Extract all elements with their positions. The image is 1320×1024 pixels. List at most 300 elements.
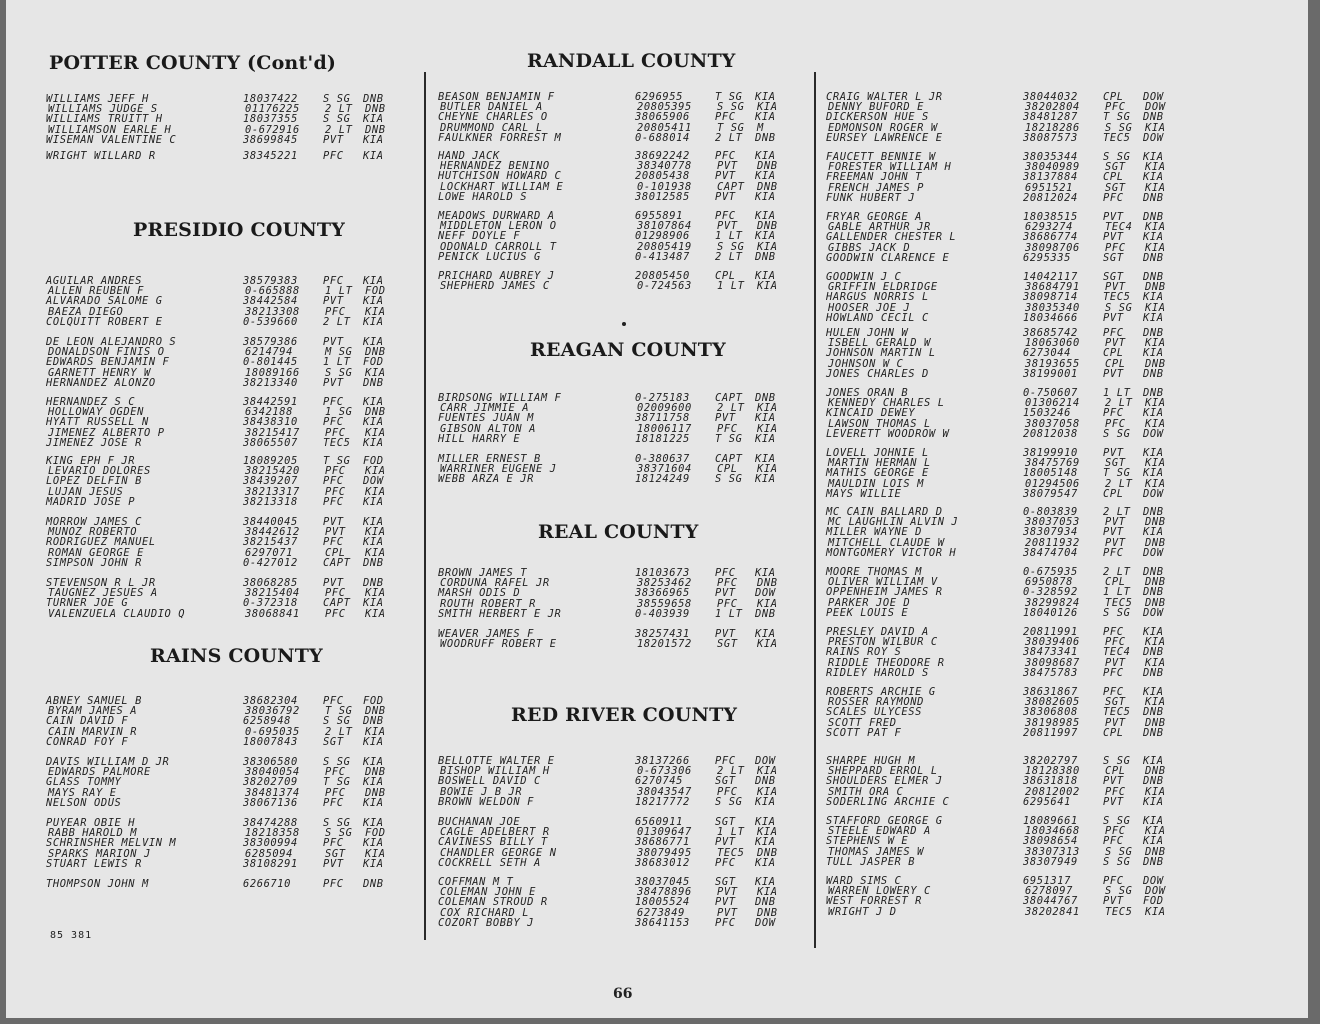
casualty-grade: PVT bbox=[1105, 716, 1126, 729]
casualty-name: COZORT BOBBY J bbox=[438, 916, 534, 929]
casualty-status: DNB bbox=[365, 705, 386, 718]
casualty-name: FAULKNER FORREST M bbox=[438, 131, 562, 144]
casualty-name: EDMONSON ROGER W bbox=[828, 121, 938, 134]
casualty-status: DNB bbox=[1143, 566, 1164, 578]
casualty-status: KIA bbox=[757, 422, 778, 435]
casualty-status: KIA bbox=[363, 133, 384, 146]
casualty-grade: S SG bbox=[323, 715, 351, 728]
casualty-name: STUART LEWIS R bbox=[46, 857, 142, 870]
casualty-serial: 38215417 bbox=[245, 426, 300, 439]
casualty-serial: 38473341 bbox=[1023, 646, 1078, 659]
casualty-name: MEADOWS DURWARD A bbox=[438, 210, 555, 222]
casualty-serial: 20811997 bbox=[1023, 726, 1078, 739]
casualty-status: KIA bbox=[755, 628, 776, 640]
casualty-serial: 18201572 bbox=[637, 638, 692, 651]
casualty-grade: CPL bbox=[1103, 487, 1124, 500]
casualty-name: FRENCH JAMES P bbox=[828, 181, 924, 194]
casualty-serial: 38711758 bbox=[635, 412, 690, 425]
casualty-status: DNB bbox=[363, 376, 384, 389]
casualty-status: DOW bbox=[1143, 546, 1164, 559]
casualty-grade: S SG bbox=[1103, 755, 1131, 767]
entry-group bbox=[826, 448, 1196, 499]
casualty-serial: 0-688014 bbox=[635, 131, 690, 144]
casualty-status: DNB bbox=[757, 160, 778, 173]
casualty-grade: PFC bbox=[1103, 407, 1124, 420]
casualty-name: JOHNSON MARTIN L bbox=[826, 347, 936, 360]
casualty-status: KIA bbox=[757, 280, 778, 293]
section-heading-randall: RANDALL COUNTY bbox=[527, 50, 736, 72]
casualty-status: KIA bbox=[365, 607, 386, 620]
casualty-name: JONES CHARLES D bbox=[826, 367, 929, 380]
casualty-grade: PVT bbox=[1103, 795, 1124, 808]
casualty-grade: PVT bbox=[717, 220, 738, 233]
casualty-status: KIA bbox=[757, 597, 778, 610]
casualty-serial: 01176225 bbox=[245, 103, 300, 116]
casualty-serial: 18217772 bbox=[635, 795, 690, 808]
casualty-name: PRESTON WILBUR C bbox=[828, 636, 938, 649]
casualty-status: KIA bbox=[755, 190, 776, 203]
casualty-status: KIA bbox=[755, 856, 776, 869]
casualty-serial: 38193655 bbox=[1025, 357, 1080, 370]
casualty-name: SPARKS MARION J bbox=[48, 847, 151, 860]
casualty-serial: 6214794 bbox=[245, 346, 293, 359]
casualty-status: KIA bbox=[755, 836, 776, 849]
casualty-serial: 18006117 bbox=[637, 422, 692, 435]
casualty-grade: T SG bbox=[715, 91, 743, 103]
casualty-serial: 20811932 bbox=[1025, 536, 1080, 549]
casualty-name: WILLIAMS JEFF H bbox=[46, 93, 149, 105]
casualty-serial: 6295641 bbox=[1023, 795, 1071, 808]
casualty-status: KIA bbox=[1145, 301, 1166, 314]
casualty-status: KIA bbox=[365, 847, 386, 860]
casualty-status: KIA bbox=[365, 366, 386, 379]
casualty-row bbox=[438, 858, 810, 868]
casualty-status: DNB bbox=[1145, 576, 1166, 589]
casualty-serial: 38213340 bbox=[243, 376, 298, 389]
casualty-grade: S SG bbox=[1103, 855, 1131, 868]
casualty-status: DOW bbox=[755, 587, 776, 600]
entry-group bbox=[438, 393, 810, 444]
casualty-grade: 2 LT bbox=[325, 725, 353, 738]
casualty-grade: PFC bbox=[1103, 191, 1124, 204]
casualty-name: BISHOP WILLIAM H bbox=[440, 765, 550, 778]
casualty-serial: 38559658 bbox=[637, 597, 692, 610]
casualty-grade: PVT bbox=[1103, 231, 1124, 244]
casualty-serial: 38306808 bbox=[1023, 706, 1078, 719]
casualty-serial: 38299824 bbox=[1025, 596, 1080, 609]
casualty-serial: 38215437 bbox=[243, 536, 298, 549]
casualty-status: KIA bbox=[363, 336, 384, 348]
casualty-serial: 01306214 bbox=[1025, 397, 1080, 410]
casualty-name: CORDUNA RAFEL JR bbox=[440, 577, 550, 590]
casualty-serial: 18034668 bbox=[1025, 825, 1080, 838]
casualty-name: BROWN WELDON F bbox=[438, 795, 534, 808]
casualty-grade: PFC bbox=[325, 305, 346, 318]
casualty-grade: SGT bbox=[715, 876, 736, 888]
section-heading-potter: POTTER COUNTY (Cont'd) bbox=[49, 52, 337, 74]
casualty-name: GARNETT HENRY W bbox=[48, 366, 151, 379]
casualty-grade: PVT bbox=[1103, 526, 1124, 539]
casualty-row bbox=[826, 857, 1196, 867]
casualty-name: ROSSER RAYMOND bbox=[828, 696, 924, 709]
casualty-name: KING EPH F JR bbox=[46, 455, 136, 467]
casualty-serial: 6285094 bbox=[245, 847, 293, 860]
casualty-row bbox=[46, 737, 416, 747]
casualty-serial: 38067136 bbox=[243, 796, 298, 809]
column-divider-1 bbox=[424, 72, 426, 940]
entry-group bbox=[826, 876, 1196, 917]
casualty-name: MONTGOMERY VICTOR H bbox=[826, 546, 957, 559]
casualty-serial: 38037053 bbox=[1025, 516, 1080, 529]
casualty-grade: PVT bbox=[1105, 337, 1126, 350]
casualty-grade: PFC bbox=[325, 766, 346, 779]
casualty-serial: 0-403939 bbox=[635, 607, 690, 620]
casualty-serial: 38098706 bbox=[1025, 241, 1080, 254]
casualty-name: COFFMAN M T bbox=[438, 876, 514, 888]
entry-group bbox=[826, 567, 1196, 618]
casualty-status: DNB bbox=[1143, 271, 1164, 283]
casualty-serial: 38475769 bbox=[1025, 457, 1080, 470]
casualty-name: GLASS TOMMY bbox=[46, 776, 122, 789]
casualty-status: KIA bbox=[757, 886, 778, 899]
casualty-grade: S SG bbox=[715, 473, 743, 486]
casualty-name: LOWE HAROLD S bbox=[438, 190, 528, 203]
casualty-grade: 2 LT bbox=[717, 402, 745, 415]
entry-group bbox=[826, 627, 1196, 678]
casualty-serial: 38215404 bbox=[245, 587, 300, 600]
casualty-name: HAND JACK bbox=[438, 150, 500, 162]
casualty-status: KIA bbox=[755, 567, 776, 579]
casualty-serial: 38438310 bbox=[243, 416, 298, 429]
casualty-serial: 38371604 bbox=[637, 463, 692, 476]
casualty-status: DNB bbox=[1145, 281, 1166, 294]
casualty-status: KIA bbox=[365, 546, 386, 559]
casualty-serial: 6951521 bbox=[1025, 181, 1073, 194]
casualty-name: MUNOZ ROBERTO bbox=[48, 526, 138, 539]
casualty-name: CAVINESS BILLY T bbox=[438, 836, 548, 849]
casualty-grade: PVT bbox=[323, 857, 344, 870]
casualty-status: DNB bbox=[365, 123, 386, 136]
casualty-name: GOODWIN J C bbox=[826, 271, 902, 283]
entry-group bbox=[438, 271, 810, 291]
casualty-name: NELSON ODUS bbox=[46, 796, 122, 809]
casualty-grade: S SG bbox=[323, 93, 351, 105]
casualty-status: KIA bbox=[757, 240, 778, 253]
casualty-name: TURNER JOE G bbox=[46, 597, 129, 610]
casualty-serial: 20812024 bbox=[1023, 191, 1078, 204]
casualty-grade: CAPT bbox=[323, 556, 351, 569]
casualty-grade: 1 LT bbox=[323, 356, 351, 369]
casualty-serial: 38098687 bbox=[1025, 656, 1080, 669]
section-heading-presidio: PRESIDIO COUNTY bbox=[133, 219, 346, 241]
casualty-serial: 38699845 bbox=[243, 133, 298, 146]
casualty-name: FUNK HUBERT J bbox=[826, 191, 916, 204]
casualty-grade: CPL bbox=[1105, 765, 1126, 778]
casualty-status: KIA bbox=[363, 536, 384, 549]
casualty-status: KIA bbox=[755, 111, 776, 124]
casualty-row bbox=[46, 609, 416, 619]
casualty-serial: 38442584 bbox=[243, 295, 298, 308]
entry-group bbox=[46, 696, 416, 747]
casualty-serial: 01298906 bbox=[635, 230, 690, 243]
casualty-grade: PVT bbox=[323, 516, 344, 528]
casualty-status: KIA bbox=[363, 857, 384, 870]
casualty-serial: 38306580 bbox=[243, 756, 298, 768]
casualty-grade: S SG bbox=[1105, 885, 1133, 898]
casualty-serial: 38037058 bbox=[1025, 417, 1080, 430]
casualty-name: CHANDLER GEORGE N bbox=[440, 846, 557, 859]
casualty-status: DNB bbox=[363, 878, 384, 890]
casualty-serial: 0-372318 bbox=[243, 597, 298, 610]
casualty-row bbox=[826, 133, 1196, 143]
casualty-serial: 38481374 bbox=[245, 786, 300, 799]
casualty-name: PEEK LOUIS E bbox=[826, 606, 909, 619]
casualty-name: STEELE EDWARD A bbox=[828, 825, 931, 838]
casualty-status: KIA bbox=[757, 638, 778, 651]
casualty-grade: PFC bbox=[717, 597, 738, 610]
casualty-grade: PFC bbox=[323, 796, 344, 809]
casualty-serial: 0-328592 bbox=[1023, 586, 1078, 599]
casualty-row bbox=[826, 489, 1196, 499]
casualty-grade: PFC bbox=[1103, 546, 1124, 559]
casualty-row bbox=[438, 133, 810, 143]
entry-group bbox=[826, 388, 1196, 439]
entry-group bbox=[438, 629, 810, 649]
casualty-grade: T SG bbox=[323, 776, 351, 789]
casualty-row bbox=[46, 859, 416, 869]
casualty-status: DNB bbox=[757, 846, 778, 859]
casualty-grade: M SG bbox=[325, 346, 353, 359]
casualty-status: DNB bbox=[757, 220, 778, 233]
casualty-name: WILLIAMS JUDGE S bbox=[48, 103, 158, 116]
casualty-name: JIMENEZ JOSE R bbox=[46, 436, 142, 449]
casualty-status: KIA bbox=[1143, 311, 1164, 324]
casualty-name: SCOTT PAT F bbox=[826, 726, 902, 739]
casualty-grade: TEC4 bbox=[1105, 221, 1133, 234]
casualty-serial: 38683012 bbox=[635, 856, 690, 869]
section-heading-reagan: REAGAN COUNTY bbox=[530, 339, 726, 361]
casualty-status: KIA bbox=[363, 516, 384, 528]
casualty-status: KIA bbox=[755, 270, 776, 282]
casualty-serial: 6270745 bbox=[635, 775, 683, 788]
entry-group bbox=[826, 816, 1196, 867]
casualty-grade: PFC bbox=[1103, 626, 1124, 638]
casualty-status: KIA bbox=[757, 402, 778, 415]
casualty-serial: 20805438 bbox=[635, 170, 690, 183]
casualty-name: BROWN JAMES T bbox=[438, 567, 528, 579]
casualty-status: DNB bbox=[1143, 367, 1164, 380]
casualty-serial: 18181225 bbox=[635, 432, 690, 445]
casualty-grade: PFC bbox=[1105, 825, 1126, 838]
casualty-serial: 38199001 bbox=[1023, 367, 1078, 380]
casualty-status: DOW bbox=[1143, 875, 1164, 887]
casualty-serial: 01309647 bbox=[637, 826, 692, 839]
casualty-name: HOWLAND CECIL C bbox=[826, 311, 929, 324]
casualty-serial: 38440045 bbox=[243, 516, 298, 528]
casualty-name: EURSEY LAWRENCE E bbox=[826, 131, 943, 144]
casualty-grade: 1 LT bbox=[717, 280, 745, 293]
casualty-status: DNB bbox=[755, 896, 776, 909]
casualty-serial: 18103673 bbox=[635, 567, 690, 579]
casualty-name: DAVIS WILLIAM D JR bbox=[46, 756, 170, 768]
casualty-name: HARGUS NORRIS L bbox=[826, 291, 929, 304]
casualty-name: BAEZA DIEGO bbox=[48, 305, 124, 318]
casualty-status: KIA bbox=[365, 305, 386, 318]
casualty-serial: 38040054 bbox=[245, 766, 300, 779]
casualty-name: SODERLING ARCHIE C bbox=[826, 795, 950, 808]
entry-group bbox=[46, 94, 416, 145]
casualty-serial: 38035344 bbox=[1023, 151, 1078, 163]
casualty-status: DOW bbox=[1143, 131, 1164, 144]
casualty-status: KIA bbox=[363, 295, 384, 308]
casualty-serial: 0-750607 bbox=[1023, 387, 1078, 399]
casualty-grade: PVT bbox=[715, 836, 736, 849]
casualty-status: KIA bbox=[755, 150, 776, 162]
casualty-grade: CPL bbox=[1103, 171, 1124, 184]
casualty-status: KIA bbox=[363, 113, 384, 126]
casualty-serial: 0-724563 bbox=[637, 280, 692, 293]
casualty-grade: SGT bbox=[1105, 181, 1126, 194]
casualty-name: DE LEON ALEJANDRO S bbox=[46, 336, 177, 348]
casualty-status: KIA bbox=[363, 416, 384, 429]
casualty-grade: T SG bbox=[325, 705, 353, 718]
casualty-grade: S SG bbox=[1103, 427, 1131, 440]
casualty-serial: 38345221 bbox=[243, 150, 298, 162]
casualty-name: STEVENSON R L JR bbox=[46, 577, 156, 589]
casualty-row bbox=[826, 548, 1196, 558]
casualty-name: PRICHARD AUBREY J bbox=[438, 270, 555, 282]
casualty-name: MARTIN HERMAN L bbox=[828, 457, 931, 470]
casualty-serial: 6273044 bbox=[1023, 347, 1071, 360]
casualty-grade: PFC bbox=[323, 837, 344, 850]
casualty-name: FORESTER WILLIAM H bbox=[828, 161, 952, 174]
casualty-serial: 6295335 bbox=[1023, 251, 1071, 264]
casualty-serial: 38198985 bbox=[1025, 716, 1080, 729]
casualty-status: KIA bbox=[1143, 795, 1164, 808]
casualty-serial: 38137884 bbox=[1023, 171, 1078, 184]
casualty-serial: 01294506 bbox=[1025, 477, 1080, 490]
casualty-status: KIA bbox=[1143, 231, 1164, 244]
casualty-grade: S SG bbox=[325, 366, 353, 379]
casualty-serial: 38202709 bbox=[243, 776, 298, 789]
casualty-serial: 38481287 bbox=[1023, 111, 1078, 124]
casualty-serial: 6560911 bbox=[635, 816, 683, 828]
casualty-status: KIA bbox=[363, 796, 384, 809]
casualty-name: GALLENDER CHESTER L bbox=[826, 231, 957, 244]
casualty-grade: PFC bbox=[715, 210, 736, 222]
casualty-status: FOD bbox=[363, 356, 384, 369]
casualty-status: DNB bbox=[1143, 726, 1164, 739]
casualty-serial: 38098654 bbox=[1023, 835, 1078, 848]
casualty-status: KIA bbox=[1145, 221, 1166, 234]
casualty-grade: CPL bbox=[1103, 91, 1124, 103]
casualty-status: KIA bbox=[1143, 171, 1164, 184]
casualty-name: TULL JASPER B bbox=[826, 855, 916, 868]
casualty-grade: 2 LT bbox=[325, 123, 353, 136]
casualty-grade: SGT bbox=[717, 638, 738, 651]
casualty-name: BOSWELL DAVID C bbox=[438, 775, 541, 788]
casualty-name: CAIN DAVID F bbox=[46, 715, 129, 728]
casualty-serial: 38065507 bbox=[243, 436, 298, 449]
casualty-status: DNB bbox=[363, 715, 384, 728]
casualty-serial: 20811991 bbox=[1023, 626, 1078, 638]
casualty-serial: 38202804 bbox=[1025, 101, 1080, 114]
casualty-serial: 1503246 bbox=[1023, 407, 1071, 420]
casualty-status: KIA bbox=[1145, 337, 1166, 350]
casualty-grade: 1 LT bbox=[717, 826, 745, 839]
casualty-name: AGUILAR ANDRES bbox=[46, 275, 142, 287]
casualty-serial: 38631867 bbox=[1023, 686, 1078, 698]
casualty-grade: PFC bbox=[325, 786, 346, 799]
casualty-serial: 38137266 bbox=[635, 755, 690, 767]
casualty-serial: 38213317 bbox=[245, 485, 300, 498]
casualty-grade: PFC bbox=[715, 856, 736, 869]
casualty-serial: 38035340 bbox=[1025, 301, 1080, 314]
casualty-serial: 6266710 bbox=[243, 878, 291, 890]
casualty-grade: S SG bbox=[1103, 606, 1131, 619]
casualty-name: JIMENEZ ALBERTO P bbox=[48, 426, 165, 439]
casualty-name: CAIN MARVIN R bbox=[48, 725, 138, 738]
casualty-name: SCHRINSHER MELVIN M bbox=[46, 837, 177, 850]
casualty-name: BUTLER DANIEL A bbox=[440, 101, 543, 114]
casualty-serial: 38068285 bbox=[243, 577, 298, 589]
entry-group bbox=[826, 687, 1196, 738]
casualty-name: COX RICHARD L bbox=[440, 906, 530, 919]
casualty-status: KIA bbox=[363, 275, 384, 287]
casualty-grade: TEC5 bbox=[1103, 291, 1131, 304]
casualty-name: GRIFFIN ELDRIDGE bbox=[828, 281, 938, 294]
casualty-name: HUTCHISON HOWARD C bbox=[438, 170, 562, 183]
casualty-name: KINCAID DEWEY bbox=[826, 407, 916, 420]
casualty-name: JONES ORAN B bbox=[826, 387, 909, 399]
casualty-grade: PFC bbox=[715, 755, 736, 767]
casualty-row bbox=[826, 429, 1196, 439]
entry-group bbox=[826, 272, 1196, 323]
casualty-status: KIA bbox=[755, 91, 776, 103]
casualty-serial: 02009600 bbox=[637, 402, 692, 415]
casualty-grade: PVT bbox=[1103, 311, 1124, 324]
casualty-row bbox=[438, 252, 810, 262]
casualty-status: DNB bbox=[365, 406, 386, 419]
casualty-status: KIA bbox=[1143, 347, 1164, 360]
casualty-name: CONRAD FOY F bbox=[46, 735, 129, 748]
casualty-name: WISEMAN VALENTINE C bbox=[46, 133, 177, 146]
casualty-row bbox=[46, 558, 416, 568]
casualty-grade: PFC bbox=[717, 577, 738, 590]
casualty-serial: 0-673306 bbox=[637, 765, 692, 778]
casualty-grade: TEC5 bbox=[1103, 131, 1131, 144]
casualty-name: MILLER WAYNE D bbox=[826, 526, 922, 539]
casualty-grade: PVT bbox=[325, 526, 346, 539]
casualty-grade: TEC5 bbox=[1105, 596, 1133, 609]
casualty-serial: 38474288 bbox=[243, 817, 298, 829]
casualty-serial: 38475783 bbox=[1023, 666, 1078, 679]
casualty-row bbox=[46, 378, 416, 388]
casualty-row bbox=[46, 438, 416, 448]
casualty-grade: PVT bbox=[715, 896, 736, 909]
casualty-row bbox=[46, 151, 416, 161]
casualty-serial: 18037422 bbox=[243, 93, 298, 105]
casualty-status: KIA bbox=[1145, 636, 1166, 649]
casualty-name: JOHNSON W C bbox=[828, 357, 904, 370]
casualty-serial: 38684791 bbox=[1025, 281, 1080, 294]
casualty-name: MAULDIN LOIS M bbox=[828, 477, 924, 490]
entry-group bbox=[826, 756, 1196, 807]
casualty-status: KIA bbox=[755, 816, 776, 828]
casualty-status: KIA bbox=[363, 396, 384, 408]
casualty-serial: 18040126 bbox=[1023, 606, 1078, 619]
casualty-name: LAWSON THOMAS L bbox=[828, 417, 931, 430]
